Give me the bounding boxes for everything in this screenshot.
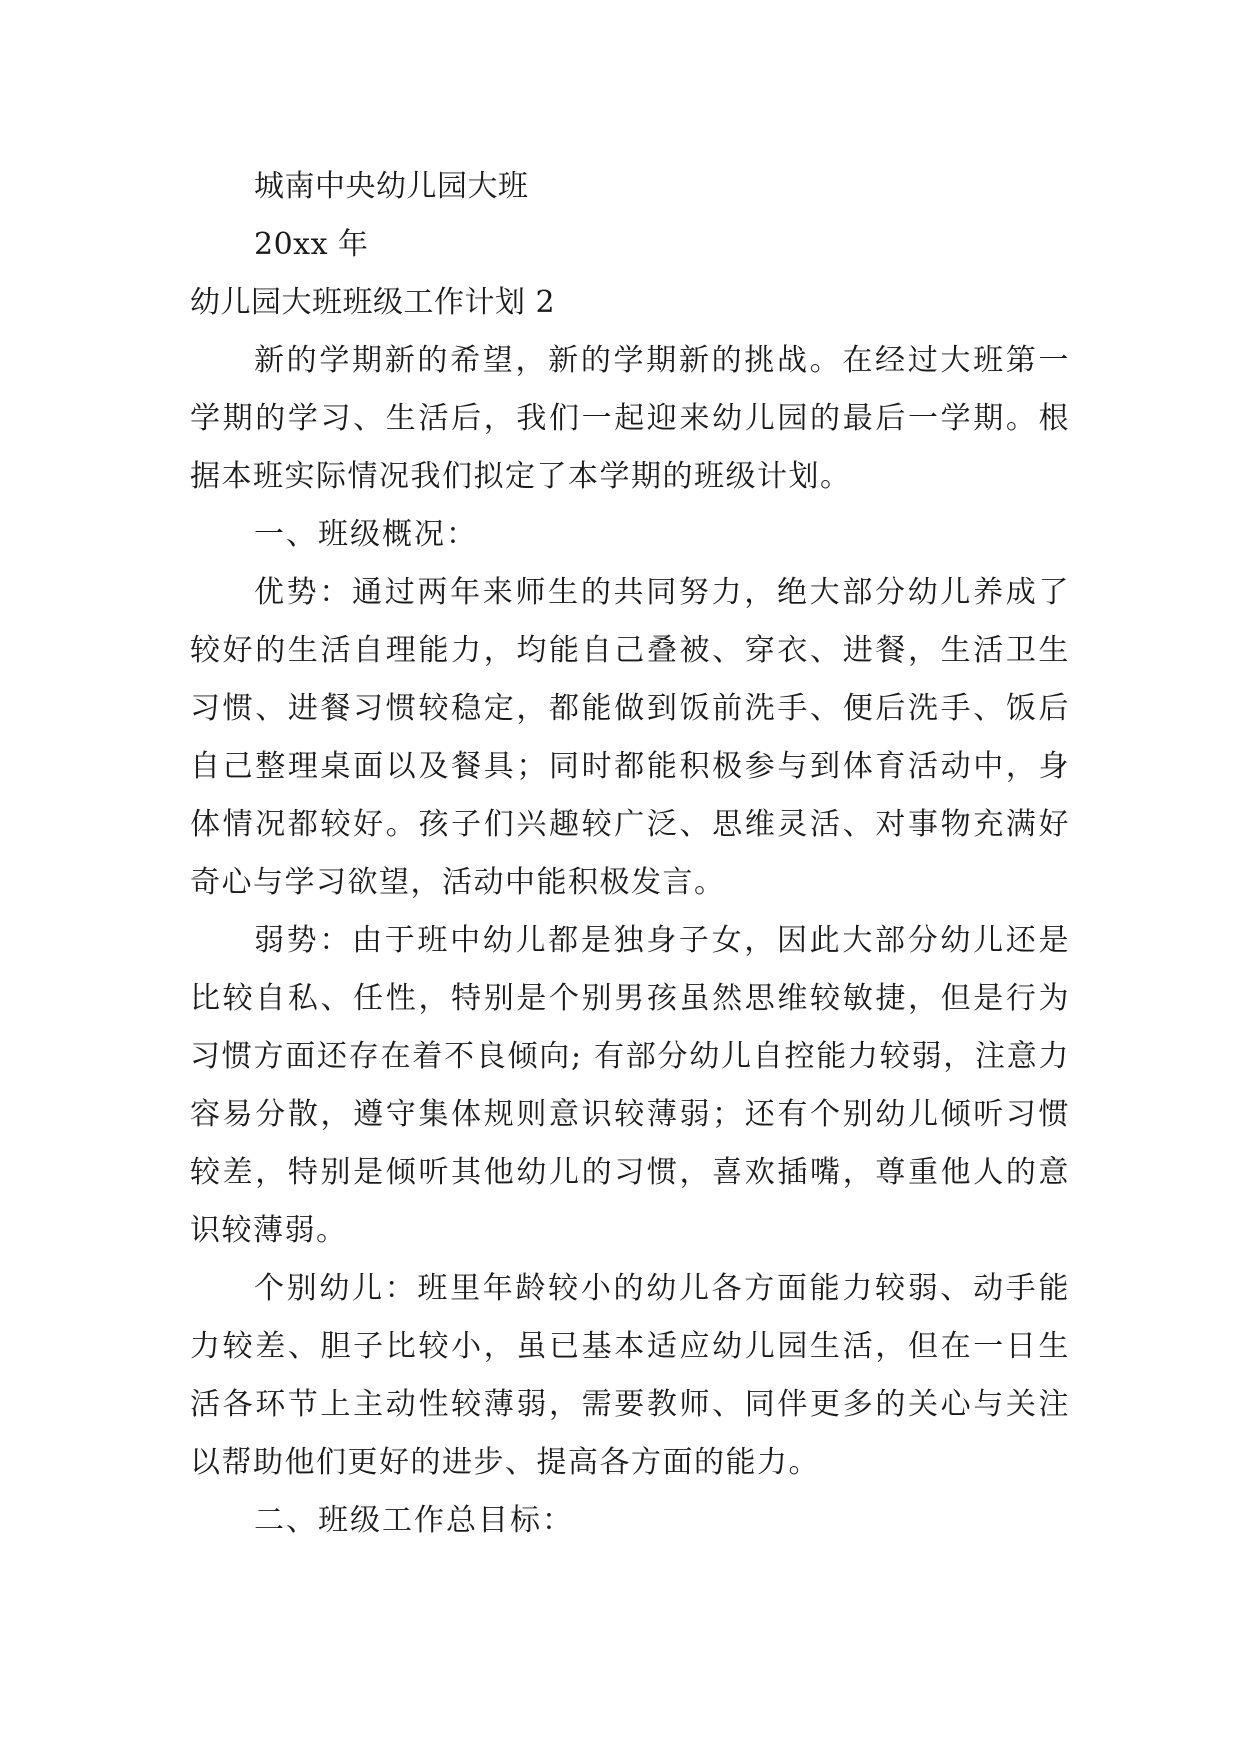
kindergarten-name: 城南中央幼儿园大班 — [254, 169, 529, 204]
section-heading-overall-goals: 二、班级工作总目标： — [254, 1503, 574, 1538]
strengths-paragraph: 优势：通过两年来师生的共同努力，绝大部分幼儿养成了较好的生活自理能力，均能自己叠被、穿衣、进餐，生活卫生习惯、进餐习惯较稳定，都能做到饭前洗手、便后洗手、饭后自己整理桌面以及餐具；同时都能积极参与到体育活动中，身体情况都较好。孩子们兴趣较广泛、思维灵活、对事物充满好奇心与学习欲望，活动中能积极发言。 — [190, 575, 1070, 900]
section-heading-class-overview: 一、班级概况： — [254, 517, 478, 552]
weaknesses-paragraph: 弱势：由于班中幼儿都是独身子女，因此大部分幼儿还是比较自私、任性，特别是个别男孩虽然思维较敏捷，但是行为习惯方面还存在着不良倾向; 有部分幼儿自控能力较弱，注意力容易分散，遵守集体规则意识较薄弱；还有个别幼儿倾听习惯较差，特别是倾听其他幼儿的习惯，喜欢插嘴，尊重他人的意识较薄弱。 — [190, 923, 1070, 1248]
individual-children-paragraph: 个别幼儿：班里年龄较小的幼儿各方面能力较弱、动手能力较差、胆子比较小，虽已基本适应幼儿园生活，但在一日生活各环节上主动性较薄弱，需要教师、同伴更多的关心与关注以帮助他们更好的进步、提高各方面的能力。 — [190, 1271, 1070, 1480]
document-title: 幼儿园大班班级工作计划 2 — [190, 285, 556, 320]
document-body — [190, 158, 1070, 1550]
intro-paragraph: 新的学期新的希望，新的学期新的挑战。在经过大班第一学期的学习、生活后，我们一起迎来幼儿园的最后一学期。根据本班实际情况我们拟定了本学期的班级计划。 — [190, 343, 1070, 494]
document-year: 20xx 年 — [254, 227, 369, 262]
